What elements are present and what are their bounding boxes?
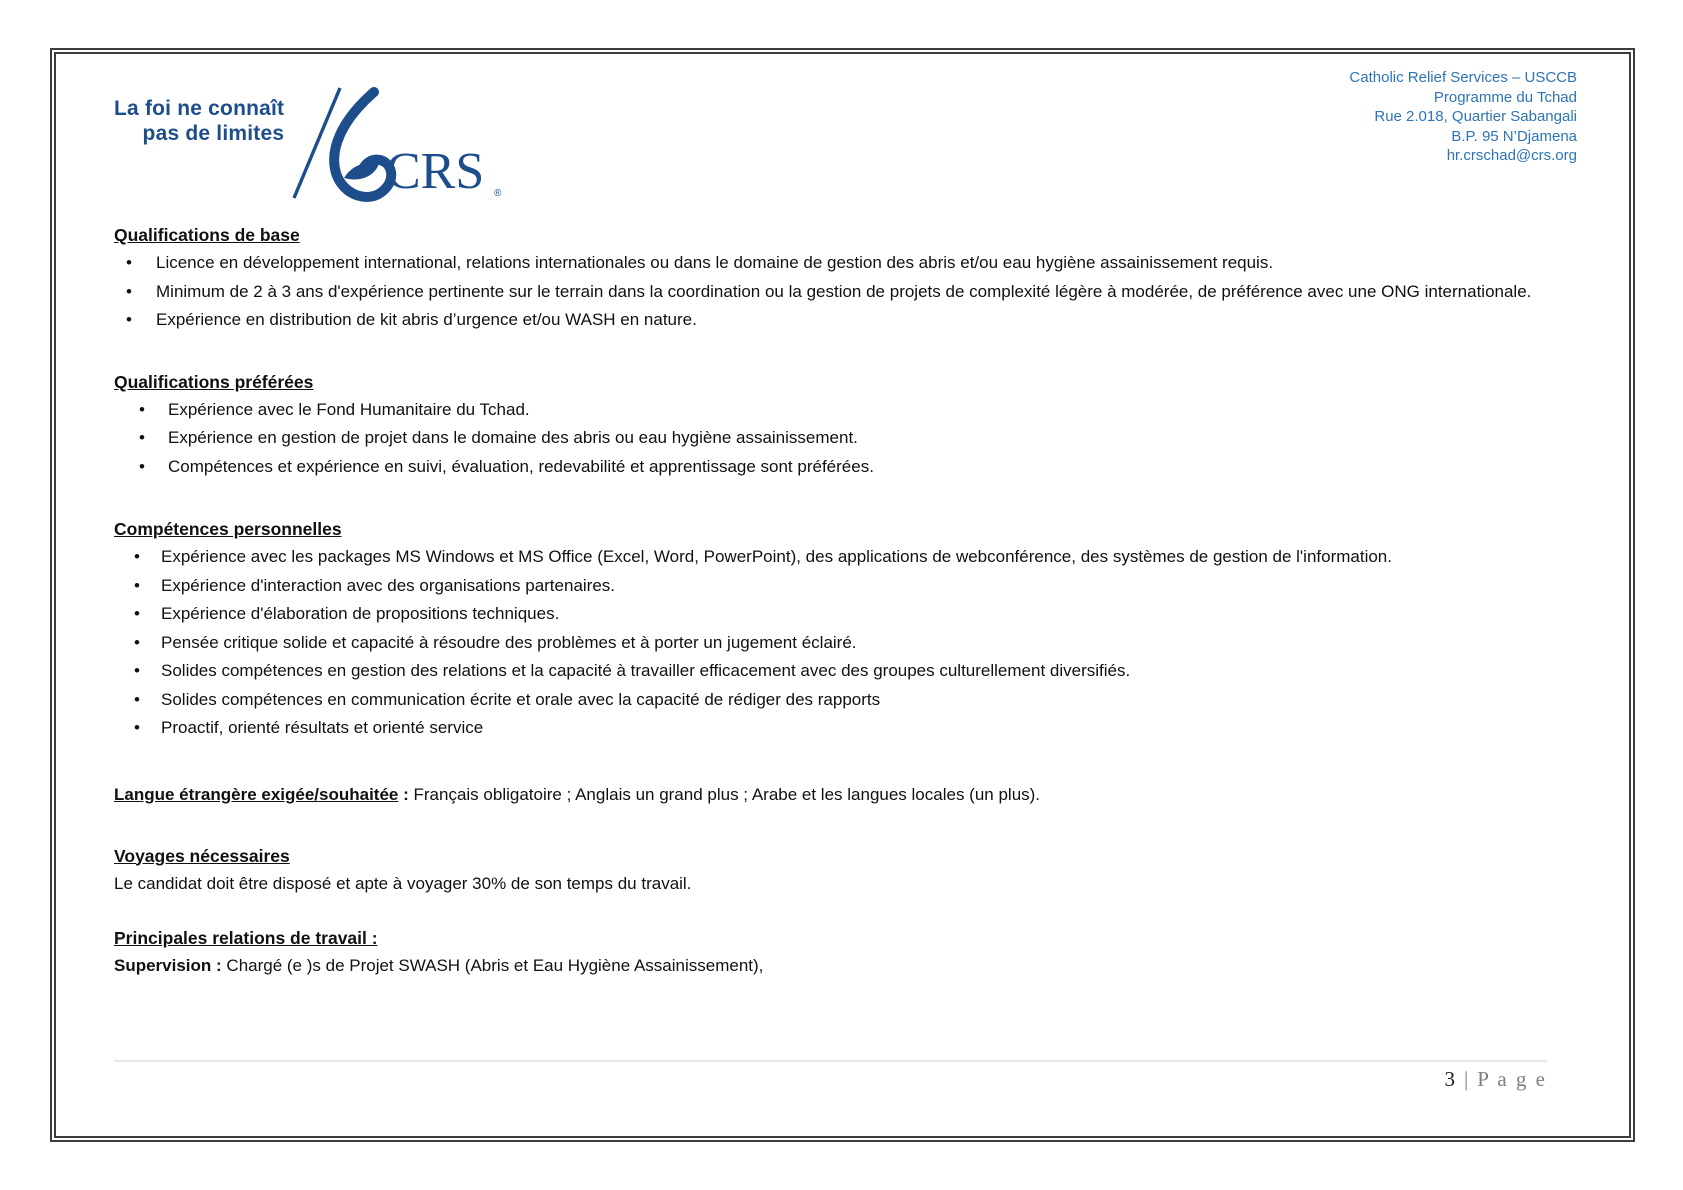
bullet-text: Minimum de 2 à 3 ans d'expérience pertinente sur le terrain dans la coordination ou la gestion de projets de complexité légère à modérée, de préférence avec une ONG internationale. — [156, 281, 1532, 301]
list-item — [114, 572, 1577, 601]
list-item — [114, 396, 1577, 425]
list-item — [114, 453, 1577, 482]
heading-colon: : — [398, 784, 414, 804]
logo-tagline-line2: pas de limites — [142, 122, 285, 145]
registered-mark: ® — [494, 188, 502, 199]
list-item — [114, 686, 1577, 715]
list-item — [114, 629, 1577, 658]
section-relations — [114, 924, 1577, 980]
bullet-list — [114, 543, 1577, 743]
document-page — [50, 48, 1635, 1142]
logo-tagline — [114, 86, 284, 146]
list-item — [114, 278, 1577, 307]
list-item — [114, 306, 1577, 335]
section-heading: Qualifications de base — [114, 225, 300, 245]
bullet-text: Proactif, orienté résultats et orienté service — [161, 718, 484, 737]
bullet-text: Expérience avec les packages MS Windows et MS Office (Excel, Word, PowerPoint), des applications de webconférence, des systèmes de gestion de l'information. — [161, 547, 1392, 566]
section-voyages — [114, 842, 1577, 898]
logo-tagline-line1: La foi ne connaît — [114, 97, 285, 120]
page-number-label — [114, 1067, 1547, 1092]
letterhead-line: Programme du Tchad — [1433, 88, 1577, 106]
list-item — [114, 424, 1577, 453]
bullet-icon: • — [134, 575, 140, 595]
inline-heading: Langue étrangère exigée/souhaitée — [114, 784, 399, 804]
bullet-icon: • — [134, 661, 140, 680]
section-heading: Voyages nécessaires — [114, 845, 290, 866]
letterhead-line: B.P. 95 N’Djamena — [1451, 127, 1577, 145]
bullet-text: Licence en développement international, relations internationales ou dans le domaine de gestion des abris et/ou eau hygiène assainissement requis. — [156, 253, 1274, 272]
bullet-icon: • — [134, 547, 140, 566]
bullet-text: Expérience d'élaboration de propositions techniques. — [161, 604, 560, 623]
crs-logo — [114, 86, 508, 202]
letterhead-email: hr.crschad@crs.org — [1446, 147, 1577, 164]
letterhead-address — [1349, 68, 1577, 166]
bullet-text: Expérience avec le Fond Humanitaire du Tchad. — [168, 399, 530, 419]
page-word: P a g e — [1477, 1067, 1547, 1091]
bullet-icon: • — [139, 428, 145, 447]
voyages-text: Le candidat doit être disposé et apte à voyager 30% de son temps du travail. — [114, 873, 692, 893]
bullet-icon: • — [139, 399, 145, 419]
bullet-icon: • — [134, 604, 140, 623]
page-footer — [114, 1060, 1547, 1092]
bullet-text: Solides compétences en gestion des relations et la capacité à travailler efficacement avec des groupes culturellement diversifiés. — [161, 661, 1131, 680]
page-header — [114, 50, 1577, 221]
supervision-label: Supervision : — [114, 955, 222, 975]
page-number: 3 — [1444, 1067, 1455, 1091]
bullet-icon: • — [134, 689, 140, 709]
bullet-text: Expérience en distribution de kit abris d’urgence et/ou WASH en nature. — [156, 310, 697, 329]
page-content — [52, 50, 1633, 1140]
bullet-icon: • — [134, 632, 140, 652]
list-item — [114, 600, 1577, 629]
section-qualifications-base — [114, 221, 1577, 335]
bullet-icon: • — [134, 718, 140, 737]
supervision-text: Chargé (e )s de Projet SWASH (Abris et Eau Hygiène Assainissement), — [221, 955, 764, 975]
letterhead-line: Catholic Relief Services – USCCB — [1349, 69, 1577, 86]
list-item — [114, 657, 1577, 686]
bullet-icon: • — [126, 253, 132, 272]
section-qualifications-preferees — [114, 368, 1577, 482]
bullet-text: Pensée critique solide et capacité à résoudre des problèmes et à porter un jugement éclairé. — [161, 632, 857, 652]
bullet-list — [114, 249, 1577, 335]
section-heading: Principales relations de travail : — [114, 927, 378, 948]
section-competences-personnelles — [114, 515, 1577, 743]
bullet-list — [114, 396, 1577, 482]
bullet-icon: • — [139, 456, 145, 476]
crs-wordmark: CRS — [386, 143, 485, 200]
bullet-text: Expérience en gestion de projet dans le domaine des abris ou eau hygiène assainissement. — [168, 428, 858, 447]
bullet-text: Compétences et expérience en suivi, évaluation, redevabilité et apprentissage sont préférées. — [168, 456, 874, 476]
supervision-line — [114, 952, 1577, 980]
crs-flame-icon — [290, 86, 508, 202]
bullet-icon: • — [126, 281, 132, 301]
section-langue — [114, 781, 1577, 809]
list-item — [114, 249, 1577, 278]
letterhead-line: Rue 2.018, Quartier Sabangali — [1374, 108, 1577, 125]
list-item — [114, 543, 1577, 572]
footer-divider — [114, 1060, 1547, 1062]
section-heading: Compétences personnelles — [114, 519, 342, 539]
list-item — [114, 714, 1577, 743]
bullet-text: Expérience d'interaction avec des organisations partenaires. — [161, 575, 616, 595]
section-heading: Qualifications préférées — [114, 371, 314, 392]
langue-text: Français obligatoire ; Anglais un grand plus ; Arabe et les langues locales (un plus). — [413, 784, 1041, 804]
bullet-text: Solides compétences en communication écrite et orale avec la capacité de rédiger des rapports — [161, 689, 881, 709]
footer-separator: | — [1463, 1067, 1469, 1091]
bullet-icon: • — [126, 310, 132, 329]
